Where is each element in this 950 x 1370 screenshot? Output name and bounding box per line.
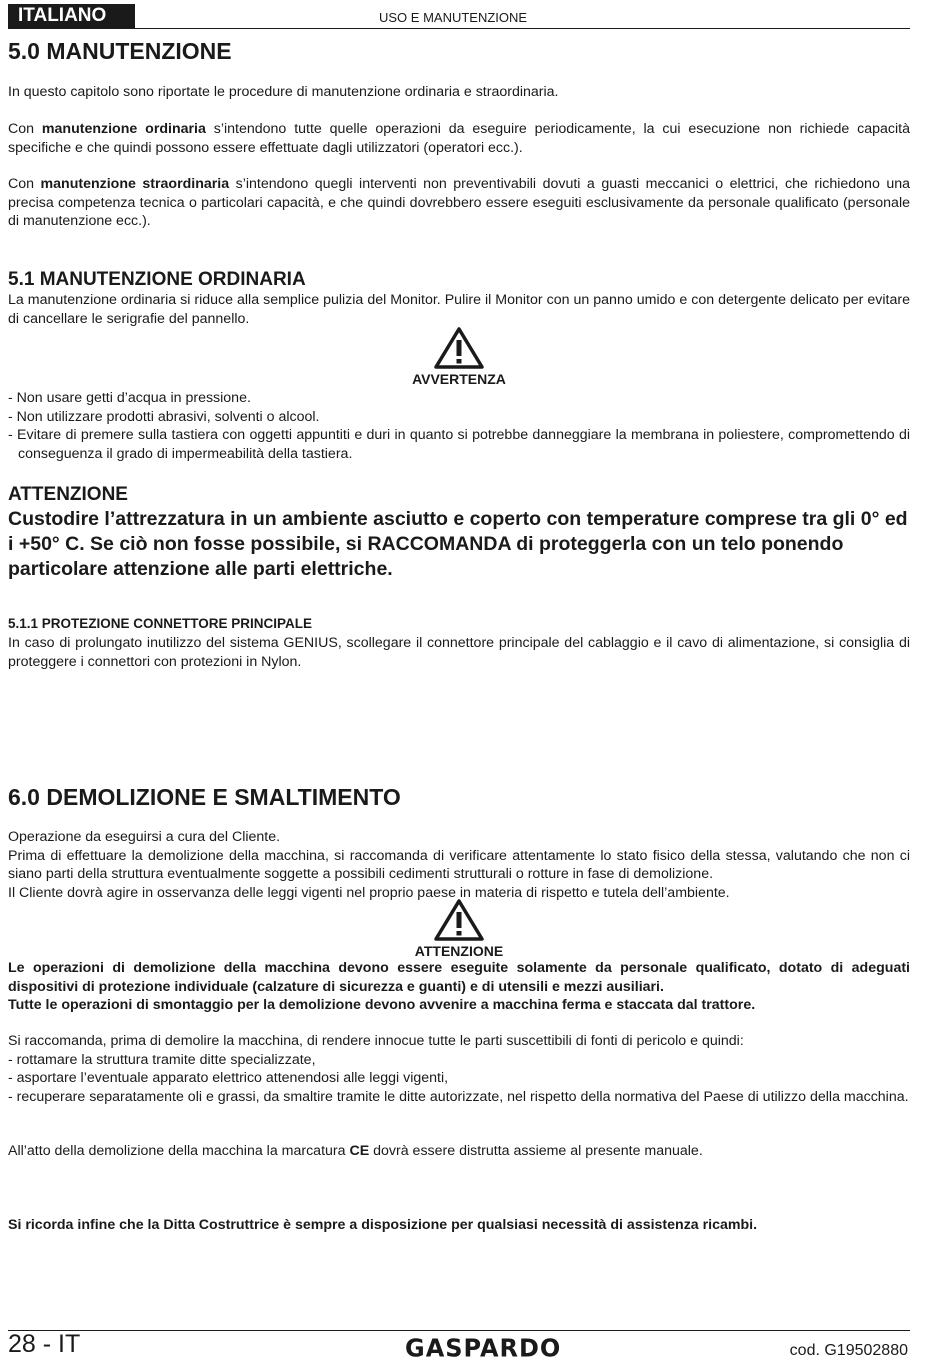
gaspardo-logo: GASPARDO <box>405 1333 562 1363</box>
list-item: - Evitare di premere sulla tastiera con oggetti appuntiti e duri in quanto si potrebbe danneggiare la membrana in poliestere, compromettendo di conseguenza il grado di impermeabilità della tastiera. <box>8 427 910 462</box>
warning-triangle-icon <box>433 326 485 370</box>
attention-title: ATTENZIONE <box>8 484 128 505</box>
section-5-1-text: La manutenzione ordinaria si riduce alla semplice pulizia del Monitor. Pulire il Monitor con un panno umido e con detergente delicato per evitare di cancellare le serigrafie del pannello. <box>8 292 910 327</box>
list-item: - Non usare getti d’acqua in pressione. <box>8 390 251 406</box>
list-item: - Non utilizzare prodotti abrasivi, solventi o alcool. <box>8 408 320 425</box>
footer-divider <box>8 1330 910 1331</box>
demolition-safety-text: Le operazioni di demolizione della macchina devono essere eseguite solamente da personale qualificato, dotato di adeguati dispositivi di protezione individuale (calzature di sicurezza e guanti) e di utensili e mezzi ausiliari. Tutte le operazioni di smontaggio per la demolizione devono avvenire a macchina ferma e staccata dal trattore. <box>8 960 910 1013</box>
page-number: 28 - IT <box>8 1330 81 1358</box>
document-code: cod. G19502880 <box>789 1342 908 1359</box>
maintenance-warnings-list <box>8 389 910 463</box>
final-note: Si ricorda infine che la Ditta Costruttrice è sempre a disposizione per qualsiasi necessità di assistenza ricambi. <box>8 1217 758 1233</box>
warning-block-2 <box>8 898 910 959</box>
header-divider <box>8 28 910 29</box>
section-5-1-1-title: 5.1.1 PROTEZIONE CONNETTORE PRINCIPALE <box>8 616 313 631</box>
extraordinary-maintenance-paragraph: Con manutenzione straordinaria s’intendono quegli interventi non preventivabili dovuti a guasti meccanici o elettrici, che richiedono una precisa competenza tecnica o particolari capacità, e che quindi dovrebbero essere eseguiti esclusivamente da personale qualificato (personale di manutenzione ecc.). <box>8 176 910 229</box>
section-5-1-1-text: In caso di prolungato inutilizzo del sistema GENIUS, scollegare il connettore principale del cablaggio e il cavo di alimentazione, si consiglia di proteggere i connettori con protezioni in Nylon. <box>8 635 910 670</box>
ce-marking-note: All’atto della demolizione della macchina la marcatura CE dovrà essere distrutta assieme al presente manuale. <box>8 1143 703 1159</box>
warning-label: AVVERTENZA <box>412 371 506 387</box>
warning-block-1 <box>8 326 910 387</box>
language-tag: ITALIANO <box>8 4 135 28</box>
list-item: - recuperare separatamente oli e grassi, da smaltire tramite le ditte autorizzate, nel rispetto della normativa del Paese di utilizzo della macchina. <box>8 1088 909 1105</box>
section-6-intro: Operazione da eseguirsi a cura del Cliente. Prima di effettuare la demolizione della macchina, si raccomanda di verificare attentamente lo stato fisico della stessa, valutando che non ci siano parti della struttura eventualmente soggette a possibili cedimenti strutturali o rotture in fase di demolizione. Il Cliente dovrà agire in osservanza delle leggi vigenti nel proprio paese in materia di rispetto e tutela dell’ambiente. <box>8 829 910 901</box>
section-5-1-title: 5.1 MANUTENZIONE ORDINARIA <box>8 269 306 290</box>
ordinary-maintenance-paragraph: Con manutenzione ordinaria s’intendono tutte quelle operazioni da eseguire periodicamente, la cui esecuzione non richiede capacità specifiche e che quindi possono essere effettuate dagli utilizzatori (operatori ecc.). <box>8 121 911 156</box>
list-item: - asportare l’eventuale apparato elettrico attenendosi alle leggi vigenti, <box>8 1070 449 1086</box>
warning-label: ATTENZIONE <box>414 943 504 959</box>
section-6-title: 6.0 DEMOLIZIONE E SMALTIMENTO <box>8 784 401 810</box>
demolition-recommendations: Si raccomanda, prima di demolire la macchina, di rendere innocue tutte le parti suscettibili di fonti di pericolo e quindi: - rottamare la struttura tramite ditte specializzate, - asportare l’eventuale apparato elettrico attenendosi alle leggi vigenti, - recuperare separatamente oli e grassi, da smaltire tramite le ditte autorizzate, nel rispetto della normativa del Paese di utilizzo della macchina. <box>8 1033 909 1105</box>
warning-triangle-icon <box>433 898 485 942</box>
section-5-intro: In questo capitolo sono riportate le procedure di manutenzione ordinaria e straordinaria. <box>8 84 559 100</box>
section-5-title: 5.0 MANUTENZIONE <box>8 38 232 64</box>
header-section-label: USO E MANUTENZIONE <box>379 10 528 25</box>
attention-text: Custodire l’attrezzatura in un ambiente asciutto e coperto con temperature comprese tra gli 0° ed i +50° C. Se ciò non fosse possibile, si RACCOMANDA di proteggerla con un telo ponendo particolare attenzione alle parti elettriche. <box>8 508 908 580</box>
list-item: - rottamare la struttura tramite ditte specializzate, <box>8 1051 316 1068</box>
